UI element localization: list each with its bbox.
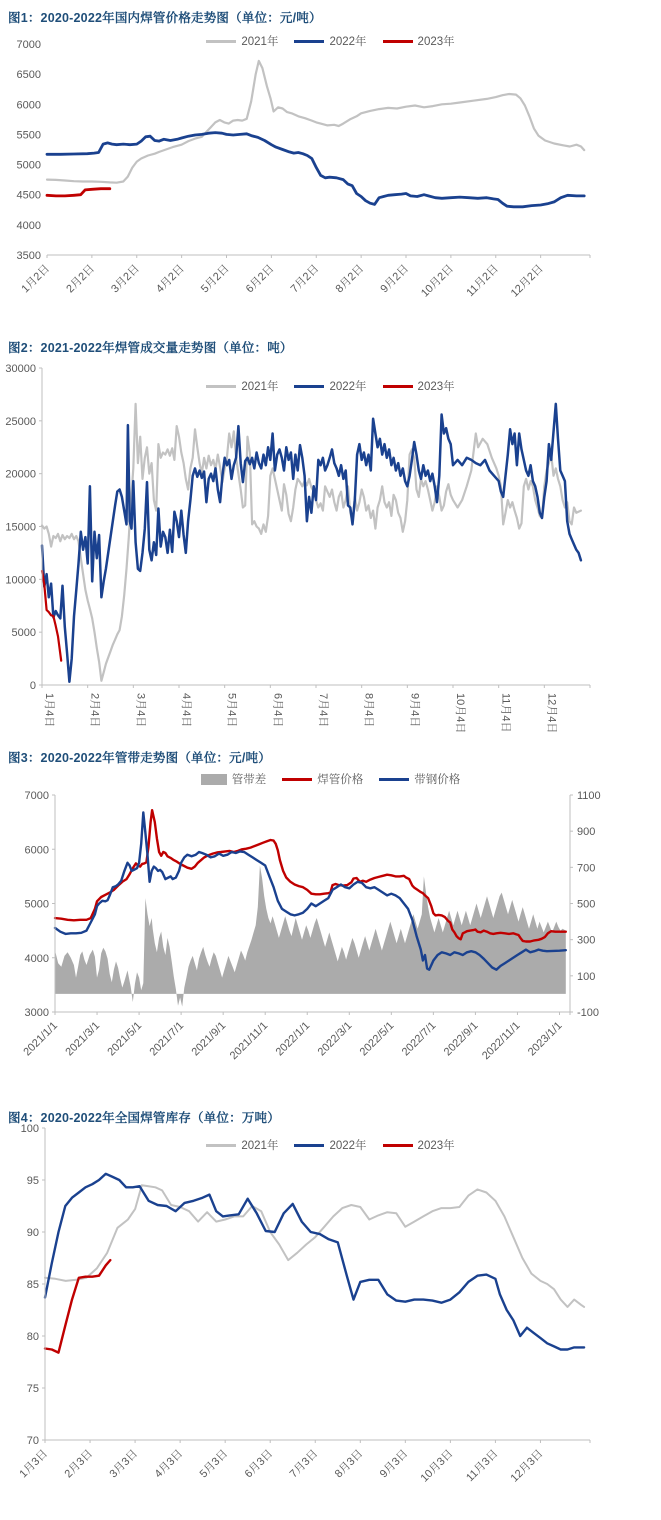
legend-line-swatch bbox=[379, 778, 409, 781]
legend-label: 2022年 bbox=[329, 36, 367, 48]
x-tick-label: 11月3日 bbox=[464, 1447, 501, 1485]
legend-item-焊管价格 bbox=[282, 771, 363, 787]
legend-item-2022年 bbox=[294, 33, 366, 49]
x-tick-label: 2月2日 bbox=[64, 262, 97, 296]
x-tick-label: 2023/1/1 bbox=[525, 1019, 565, 1059]
x-tick-label: 4月3日 bbox=[152, 1447, 186, 1481]
y2-tick-label: 700 bbox=[577, 862, 596, 875]
legend-item-2023年 bbox=[383, 33, 455, 49]
y-tick-label: 80 bbox=[26, 1331, 39, 1343]
x-tick-label: 2022/1/1 bbox=[273, 1019, 313, 1059]
y-tick-label: 20000 bbox=[5, 468, 36, 481]
x-tick-label: 2021/7/1 bbox=[147, 1019, 187, 1059]
x-tick-label: 9月2日 bbox=[378, 262, 412, 296]
chart1-legend bbox=[30, 33, 631, 49]
legend-line-swatch bbox=[206, 385, 236, 388]
chart2-title: 图2：2021-2022年焊管成交量走势图（单位：吨） bbox=[8, 341, 293, 355]
x-tick-label: 1月2日 bbox=[19, 262, 53, 296]
x-tick-label: 2021/9/1 bbox=[189, 1019, 229, 1059]
x-tick-label: 2月4日 bbox=[88, 693, 101, 728]
chart4-figure bbox=[0, 1100, 661, 1520]
legend-item-2022年 bbox=[294, 1137, 366, 1153]
y-tick-label: 3500 bbox=[16, 250, 41, 262]
y2-tick-label: 300 bbox=[577, 934, 596, 947]
y2-tick-label: 500 bbox=[577, 898, 596, 911]
y2-tick-label: 900 bbox=[577, 826, 596, 839]
y-tick-label: 25000 bbox=[5, 415, 36, 428]
x-tick-label: 2021/11/1 bbox=[227, 1019, 271, 1063]
legend-label: 2022年 bbox=[329, 1140, 367, 1152]
y-tick-label: 4000 bbox=[16, 219, 41, 232]
x-tick-label: 1月3日 bbox=[17, 1447, 51, 1481]
y-tick-label: 7000 bbox=[24, 790, 49, 802]
chart1-plot bbox=[0, 0, 661, 330]
legend-area-swatch bbox=[201, 774, 227, 785]
y-tick-label: 75 bbox=[26, 1383, 39, 1395]
legend-item-2022年 bbox=[294, 378, 366, 394]
y-tick-label: 0 bbox=[29, 680, 36, 692]
y-tick-label: 90 bbox=[26, 1227, 39, 1239]
y-tick-label: 5500 bbox=[16, 129, 41, 142]
legend-line-swatch bbox=[282, 778, 312, 781]
legend-label: 2023年 bbox=[417, 1140, 455, 1152]
x-tick-label: 7月2日 bbox=[288, 262, 322, 296]
legend-item-带钢价格 bbox=[379, 771, 460, 787]
legend-label: 带钢价格 bbox=[414, 774, 461, 786]
legend-item-2021年 bbox=[206, 378, 278, 394]
y-tick-label: 4000 bbox=[24, 952, 49, 965]
x-tick-label: 8月3日 bbox=[332, 1447, 366, 1481]
y-tick-label: 6500 bbox=[16, 69, 41, 82]
x-tick-label: 9月3日 bbox=[377, 1447, 411, 1481]
legend-label: 管带差 bbox=[231, 774, 267, 786]
x-tick-label: 2022/5/1 bbox=[357, 1019, 397, 1059]
chart4-plot bbox=[0, 1100, 661, 1520]
series-line-2022年 bbox=[47, 133, 584, 207]
legend-line-swatch bbox=[383, 385, 413, 388]
x-tick-label: 3月4日 bbox=[134, 693, 147, 728]
chart3-plot bbox=[0, 740, 661, 1100]
x-tick-label: 6月3日 bbox=[242, 1447, 276, 1481]
legend-line-swatch bbox=[383, 1144, 413, 1147]
x-tick-label: 2021/3/1 bbox=[63, 1019, 103, 1059]
x-tick-label: 5月3日 bbox=[197, 1447, 231, 1481]
x-tick-label: 5月2日 bbox=[198, 262, 232, 296]
legend-line-swatch bbox=[383, 40, 413, 43]
chart4-title: 图4：2020-2022年全国焊管库存（单位：万吨） bbox=[8, 1111, 280, 1125]
series-line-2023年 bbox=[47, 189, 110, 196]
y-tick-label: 6000 bbox=[24, 844, 49, 857]
x-tick-label: 6月2日 bbox=[243, 262, 277, 296]
x-tick-label: 2月3日 bbox=[62, 1447, 96, 1481]
y-tick-label: 3000 bbox=[24, 1007, 49, 1019]
x-tick-label: 3月2日 bbox=[109, 262, 142, 296]
x-tick-label: 12月3日 bbox=[508, 1447, 546, 1485]
y-tick-label: 15000 bbox=[5, 521, 36, 534]
x-tick-label: 2022/11/1 bbox=[480, 1019, 523, 1063]
y-tick-label: 95 bbox=[26, 1175, 39, 1187]
series-area-管带差 bbox=[55, 866, 566, 1007]
legend-item-2021年 bbox=[206, 33, 278, 49]
y2-tick-label: 100 bbox=[577, 970, 596, 983]
legend-line-swatch bbox=[294, 1144, 324, 1147]
x-tick-label: 4月2日 bbox=[154, 262, 187, 296]
x-tick-label: 2022/7/1 bbox=[399, 1019, 439, 1059]
x-tick-label: 8月2日 bbox=[333, 262, 367, 296]
legend-label: 2021年 bbox=[241, 1140, 279, 1152]
y-tick-label: 100 bbox=[20, 1123, 39, 1135]
x-tick-label: 9月4日 bbox=[408, 693, 421, 728]
legend-label: 2021年 bbox=[241, 36, 279, 48]
legend-line-swatch bbox=[206, 1144, 236, 1147]
y2-tick-label: -100 bbox=[577, 1007, 600, 1019]
x-tick-label: 4月4日 bbox=[180, 693, 192, 728]
legend-label: 2022年 bbox=[329, 381, 367, 393]
y-tick-label: 10000 bbox=[5, 574, 36, 587]
series-line-2023年 bbox=[45, 1260, 110, 1353]
chart3-legend bbox=[30, 771, 631, 787]
y-tick-label: 5000 bbox=[11, 627, 36, 640]
x-tick-label: 2021/5/1 bbox=[105, 1019, 145, 1059]
x-tick-label: 6月4日 bbox=[271, 693, 284, 728]
x-tick-label: 5月4日 bbox=[225, 693, 238, 728]
x-tick-label: 11月2日 bbox=[464, 262, 501, 300]
legend-item-2021年 bbox=[206, 1137, 278, 1153]
x-tick-label: 12月4日 bbox=[545, 693, 558, 734]
x-tick-label: 10月3日 bbox=[418, 1447, 456, 1485]
legend-item-2023年 bbox=[383, 1137, 455, 1153]
y-tick-label: 70 bbox=[26, 1435, 39, 1447]
legend-item-2023年 bbox=[383, 378, 455, 394]
legend-label: 2021年 bbox=[241, 381, 279, 393]
series-line-2021年 bbox=[45, 1185, 584, 1307]
chart3-title: 图3：2020-2022年管带走势图（单位：元/吨） bbox=[8, 751, 271, 765]
chart4-legend bbox=[30, 1137, 631, 1153]
chart1-figure bbox=[0, 0, 661, 330]
chart1-title: 图1：2020-2022年国内焊管价格走势图（单位：元/吨） bbox=[8, 11, 322, 25]
legend-label: 焊管价格 bbox=[317, 774, 364, 786]
chart2-legend bbox=[30, 378, 631, 394]
legend-label: 2023年 bbox=[417, 381, 455, 393]
legend-item-管带差 bbox=[201, 771, 267, 787]
x-tick-label: 10月4日 bbox=[454, 693, 466, 734]
legend-line-swatch bbox=[294, 40, 324, 43]
legend-line-swatch bbox=[206, 40, 236, 43]
series-line-2021年 bbox=[42, 404, 581, 681]
y-tick-label: 7000 bbox=[16, 39, 41, 51]
series-line-2022年 bbox=[45, 1174, 584, 1350]
x-tick-label: 1月4日 bbox=[43, 693, 55, 728]
x-tick-label: 2022/9/1 bbox=[441, 1019, 481, 1059]
series-line-2022年 bbox=[42, 404, 581, 682]
x-tick-label: 7月4日 bbox=[317, 693, 329, 728]
legend-line-swatch bbox=[294, 385, 324, 388]
y2-tick-label: 1100 bbox=[577, 790, 601, 802]
x-tick-label: 12月2日 bbox=[508, 262, 546, 300]
y-tick-label: 5000 bbox=[24, 898, 49, 911]
chart2-figure bbox=[0, 330, 661, 740]
x-tick-label: 8月4日 bbox=[362, 693, 375, 728]
x-tick-label: 11月4日 bbox=[499, 693, 512, 733]
x-tick-label: 2021/1/1 bbox=[21, 1019, 61, 1059]
y-tick-label: 30000 bbox=[5, 363, 36, 375]
x-tick-label: 3月3日 bbox=[107, 1447, 141, 1481]
y-tick-label: 6000 bbox=[16, 99, 41, 112]
x-tick-label: 2022/3/1 bbox=[315, 1019, 355, 1059]
y-tick-label: 5000 bbox=[16, 159, 41, 172]
legend-label: 2023年 bbox=[417, 36, 455, 48]
x-tick-label: 7月3日 bbox=[287, 1447, 321, 1481]
x-tick-label: 10月2日 bbox=[418, 262, 457, 300]
y-tick-label: 4500 bbox=[16, 189, 41, 202]
chart3-figure bbox=[0, 740, 661, 1100]
y-tick-label: 85 bbox=[26, 1279, 39, 1291]
